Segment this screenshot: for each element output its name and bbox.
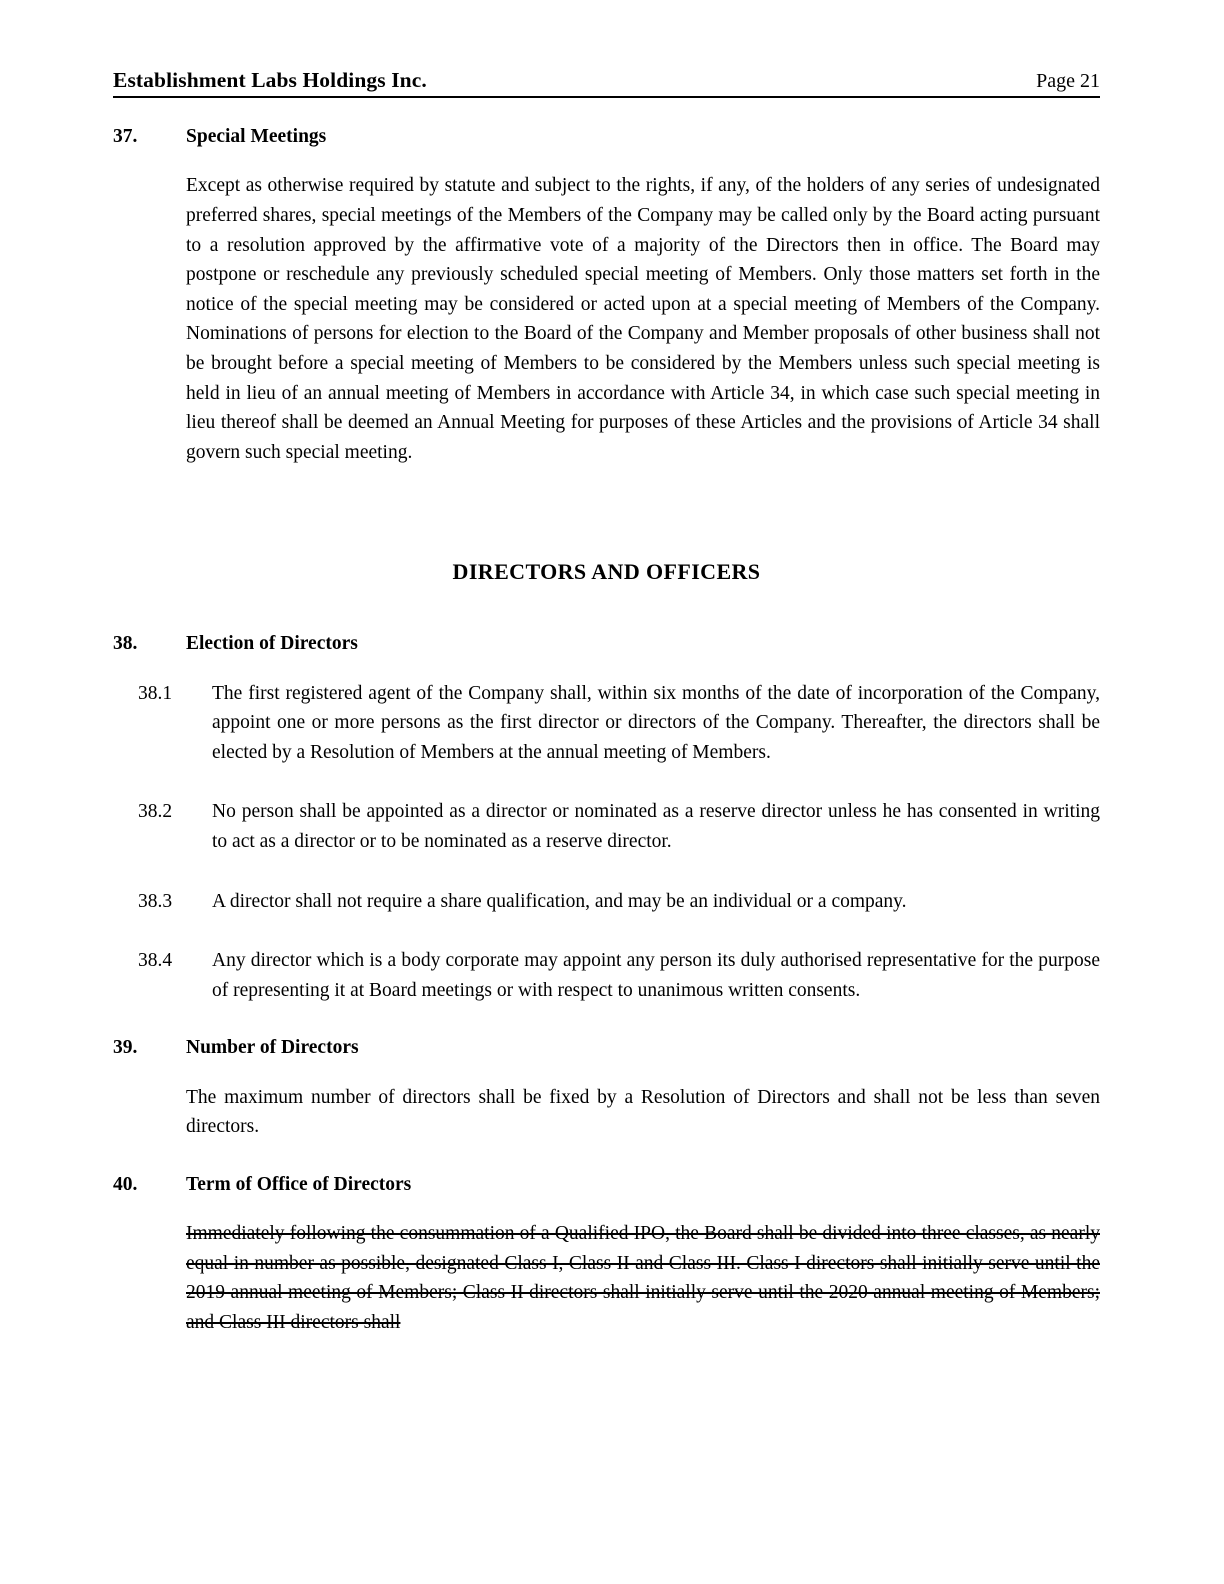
document-body [113,124,1100,1338]
spacer [113,585,1100,631]
clause-body-39: The maximum number of directors shall be fixed by a Resolution of Directors and shall not be less than seven directors. [186,1086,1100,1138]
clause-number-39: 39. [113,1037,138,1059]
spacer [113,857,1100,887]
spacer [113,916,1100,946]
subclause-number: 38.1 [138,682,173,704]
subclause-text: Any director which is a body corporate may appoint any person its duly authorised representative for the purpose of representing it at Board meetings or with respect to unanimous written consents. [212,950,1100,1001]
subclause-38-3 [113,887,1100,917]
subclause-text: The first registered agent of the Company shall, within six months of the date of incorporation of the Company, appoint one or more persons as the first director or directors of the Company. Thereafter, the directors shall be elected by a Resolution of Members at the annual meeting of Members. [212,682,1100,763]
subclause-number: 38.4 [138,950,173,972]
article-heading-directors-and-officers: DIRECTORS AND OFFICERS [452,559,761,585]
subclause-text: A director shall not require a share qualification, and may be an individual or a company. [212,890,907,912]
spacer [113,467,1100,537]
clause-body-37: Except as otherwise required by statute and subject to the rights, if any, of the holders of any series of undesignated preferred shares, special meetings of the Members of the Company may be called only by the Board acting pursuant to a resolution approved by the affirmative vote of a majority of the Directors then in office. The Board may postpone or reschedule any previously scheduled special meeting of Members. Only those matters set forth in the notice of the special meeting may be considered or acted upon at a special meeting of Members of the Company. Nominations of persons for election to the Board of the Company and Member proposals of other business shall not be brought before a special meeting of Members to be considered by the Members unless such special meeting is held in lieu of an annual meeting of Members in accordance with Article 34, in which case such special meeting in lieu thereof shall be deemed an Annual Meeting for purposes of these Articles and the provisions of Article 34 shall govern such special meeting. [186,175,1100,463]
clause-title-40: Term of Office of Directors [186,1173,412,1195]
subclause-38-4 [113,946,1100,1005]
spacer [113,1142,1100,1172]
clause-heading-40 [113,1172,1100,1197]
clause-number-38: 38. [113,633,138,655]
spacer [113,1061,1100,1083]
clause-title-39: Number of Directors [186,1037,359,1059]
clause-heading-37 [113,124,1100,149]
header-row [113,68,1100,93]
clause-title-38: Election of Directors [186,633,358,655]
header-divider [113,96,1100,98]
header-company-name: Establishment Labs Holdings Inc. [113,68,427,92]
subclause-number: 38.3 [138,890,173,912]
clause-heading-39 [113,1035,1100,1060]
spacer [113,767,1100,797]
page-header [113,68,1100,98]
clause-title-37: Special Meetings [186,126,327,147]
spacer [113,657,1100,679]
subclause-number: 38.2 [138,801,173,823]
clause-body-40-struck-through: Immediately following the consummation of a Qualified IPO, the Board shall be divided into three classes, as nearly equal in number as possible, designated Class I, Class II and Class III. Class I directors shall initially serve until the 2019 annual meeting of Members; Class II directors shall initially serve until the 2020 annual meeting of Members; and Class III directors shall [186,1223,1100,1334]
spacer [113,1197,1100,1219]
subclause-text: No person shall be appointed as a director or nominated as a reserve director unless he has consented in writing to act as a director or to be nominated as a reserve director. [212,801,1100,852]
spacer [113,1005,1100,1035]
spacer [113,537,1100,559]
clause-number-37: 37. [113,126,138,147]
subclause-38-2 [113,797,1100,856]
clause-heading-38 [113,631,1100,656]
spacer [113,149,1100,171]
page-number: Page 21 [1036,70,1100,92]
subclause-38-1 [113,679,1100,768]
clause-number-40: 40. [113,1173,138,1195]
